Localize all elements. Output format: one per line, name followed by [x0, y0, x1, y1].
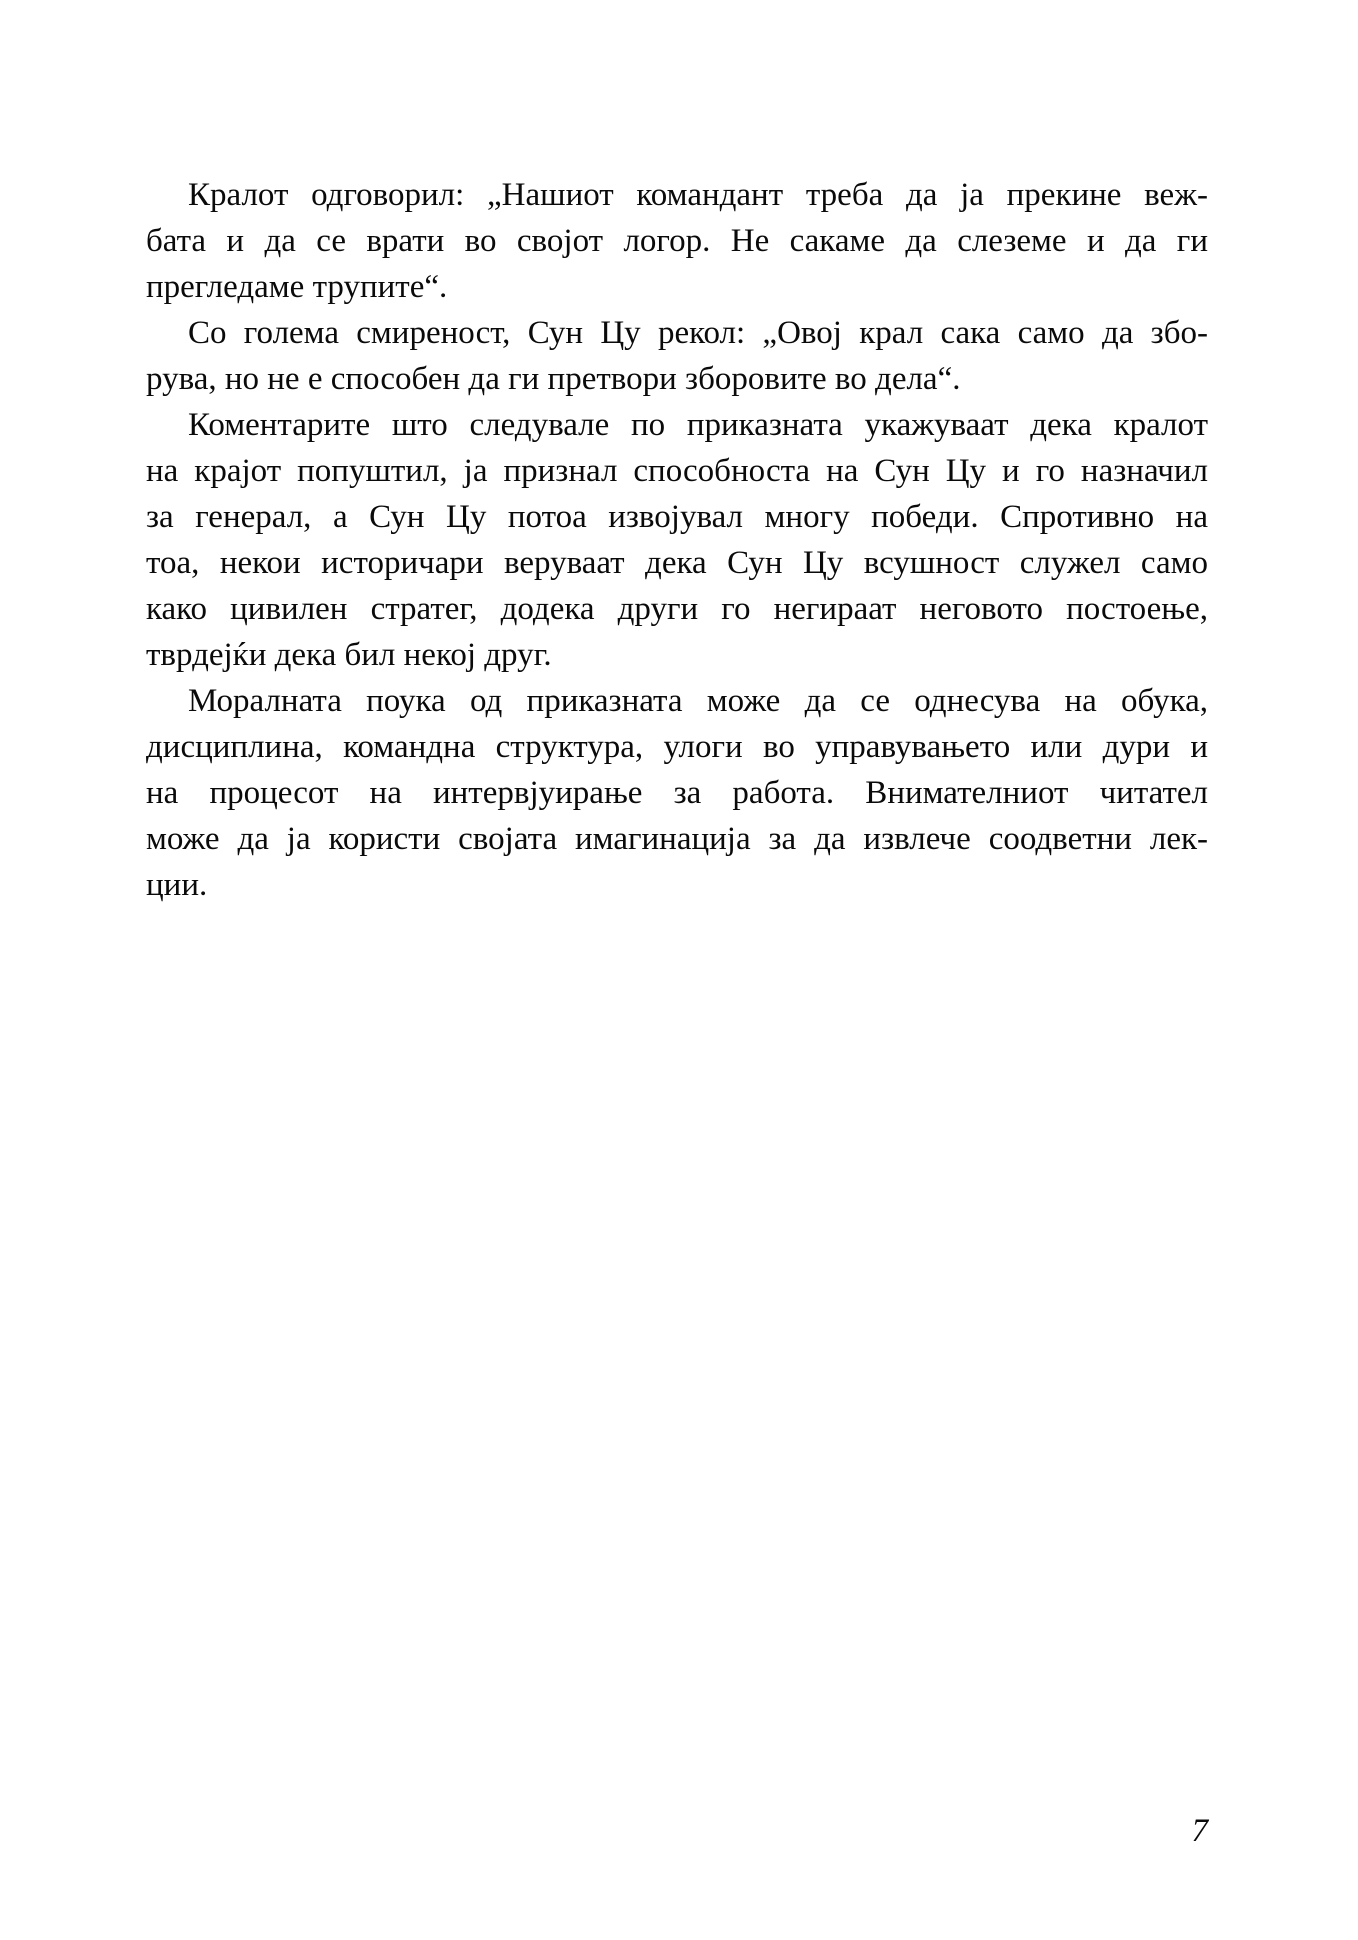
document-text [146, 172, 1208, 908]
text-line: на крајот попуштил, ја признал способноста на Сун Цу и го назначил [146, 453, 1208, 489]
paragraph [146, 310, 1208, 402]
text-line: Со голема смиреност, Сун Цу рекол: „Овој крал сака само да збо- [188, 315, 1208, 351]
text-line: за генерал, а Сун Цу потоа извојувал многу победи. Спротивно на [146, 499, 1208, 535]
paragraph [146, 678, 1208, 908]
text-line: како цивилен стратег, додека други го негираат неговото постоење, [146, 591, 1208, 627]
text-line: тоа, некои историчари веруваат дека Сун Цу всушност служел само [146, 545, 1208, 581]
paragraph [146, 172, 1208, 310]
page-number: 7 [1191, 1813, 1208, 1849]
text-line: ции. [146, 867, 208, 903]
text-line: Моралната поука од приказната може да се однесува на обука, [188, 683, 1208, 719]
text-line: може да ја користи својата имагинација за да извлече соодветни лек- [146, 821, 1208, 857]
text-line: тврдејќи дека бил некој друг. [146, 637, 552, 673]
text-line: на процесот на интервјуирање за работа. Внимателниот читател [146, 775, 1208, 811]
text-line: дисциплина, командна структура, улоги во управувањето или дури и [146, 729, 1208, 765]
text-line: бата и да се врати во својот логор. Не сакаме да слеземе и да ги [146, 223, 1208, 259]
text-line: рува, но не е способен да ги претвори зборовите во дела“. [146, 361, 961, 397]
paragraph [146, 402, 1208, 678]
text-line: Коментарите што следувале по приказната укажуваат дека кралот [188, 407, 1208, 443]
text-line: прегледаме трупите“. [146, 269, 448, 305]
text-line: Кралот одговорил: „Нашиот командант треба да ја прекине веж- [188, 177, 1208, 213]
